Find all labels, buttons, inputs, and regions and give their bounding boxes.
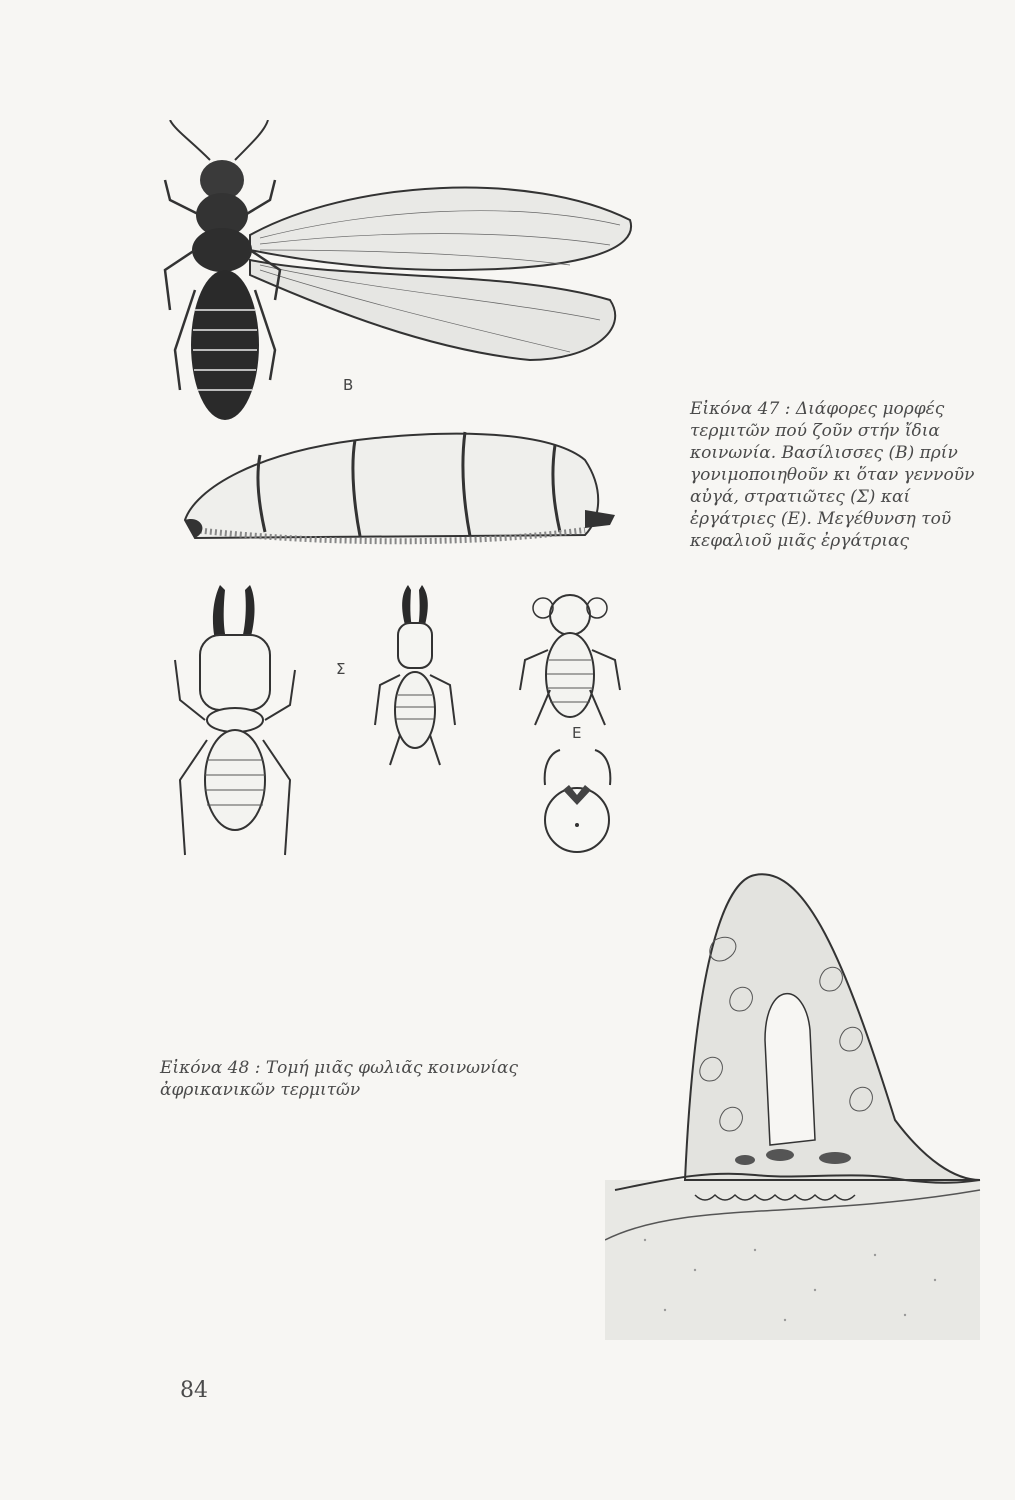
termite-nest-cross-section	[605, 860, 985, 1340]
worker-head-enlargement	[535, 745, 620, 860]
worker-illustration	[515, 590, 625, 730]
label-soldier: Σ	[336, 660, 346, 678]
label-queen: B	[343, 376, 354, 394]
winged-queen-illustration	[150, 120, 650, 430]
small-soldier-illustration	[370, 585, 460, 770]
page-number: 84	[180, 1378, 208, 1403]
label-worker: E	[572, 724, 582, 742]
figure-48-caption: Εἰκόνα 48 : Τομή μιᾶς φωλιᾶς κοινωνίας ἀφρικανικῶν τερμιτῶν	[160, 1058, 519, 1100]
gravid-queen-illustration	[175, 420, 625, 550]
large-soldier-illustration	[165, 580, 305, 860]
figure-47-caption: Εἰκόνα 47 : Διάφορες μορφές τερμιτῶν πού ζοῦν στήν ἴδια κοινωνία. Βασίλισσες (Β) πρίν γονιμοποιηθοῦν κι ὅταν γεννοῦν αὐγά, στρατιῶτες (Σ) καί ἐργάτριες (Ε). Μεγέθυνση τοῦ κεφαλιοῦ μιᾶς ἐργάτριας	[690, 399, 975, 551]
